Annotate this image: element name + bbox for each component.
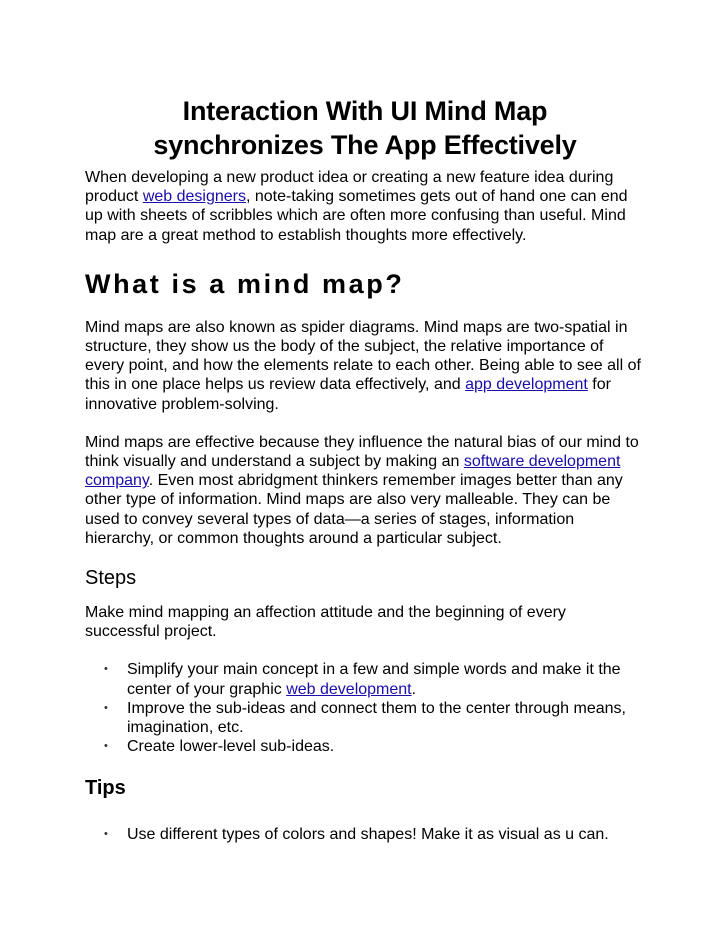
list-item: • Improve the sub-ideas and connect them to the center through means, imagination, etc. (104, 699, 626, 737)
page-title (85, 94, 645, 162)
steps-list (85, 660, 645, 756)
web-development-link[interactable]: web development (286, 680, 412, 698)
title-line-1: Interaction With UI Mind Map (182, 96, 548, 126)
bullet-icon: • (104, 701, 108, 714)
document-page (85, 94, 645, 845)
bullet-icon: • (104, 740, 108, 753)
what-paragraph-2: Mind maps are effective because they influence the natural bias of our mind to think visually and understand a subject by making an software development company. Even most abridgment thinkers remember images better than any other type of information. Mind maps are also very malleable. They can be used to convey several types of data—a series of stages, information hierarchy, or common thoughts around a particular subject. (85, 433, 639, 547)
software-development-company-link[interactable]: software development company (85, 453, 621, 490)
what-paragraph-1: Mind maps are also known as spider diagrams. Mind maps are two-spatial in structure, they show us the body of the subject, the relative importance of every point, and how the elements relate to each other. Being able to see all of this in one place helps us review data effectively, and app development for innovative problem-solving. (85, 318, 641, 413)
intro-paragraph: When developing a new product idea or creating a new feature idea during product web designers, note-taking sometimes gets out of hand one can end up with sheets of scribbles which are often more confusing than useful. Mind map are a great method to establish thoughts more effectively. (85, 169, 628, 244)
list-item: • Simplify your main concept in a few and simple words and make it the center of your graphic web development. (104, 661, 621, 698)
steps-intro: Make mind mapping an affection attitude and the beginning of every successful project. (85, 604, 566, 641)
steps-heading: Steps (85, 567, 137, 590)
title-line-2: synchronizes The App Effectively (153, 130, 577, 160)
app-development-link[interactable]: app development (465, 376, 588, 394)
list-item: • Create lower-level sub-ideas. (104, 738, 335, 756)
list-item: • Use different types of colors and shapes! Make it as visual as u can. (104, 826, 609, 844)
what-is-mind-map-heading: What is a mind map? (85, 268, 405, 299)
bullet-icon: • (104, 663, 108, 676)
bullet-icon: • (104, 828, 108, 841)
web-designers-link[interactable]: web designers (142, 188, 246, 206)
tips-list (85, 825, 645, 844)
tips-heading: Tips (85, 777, 126, 800)
